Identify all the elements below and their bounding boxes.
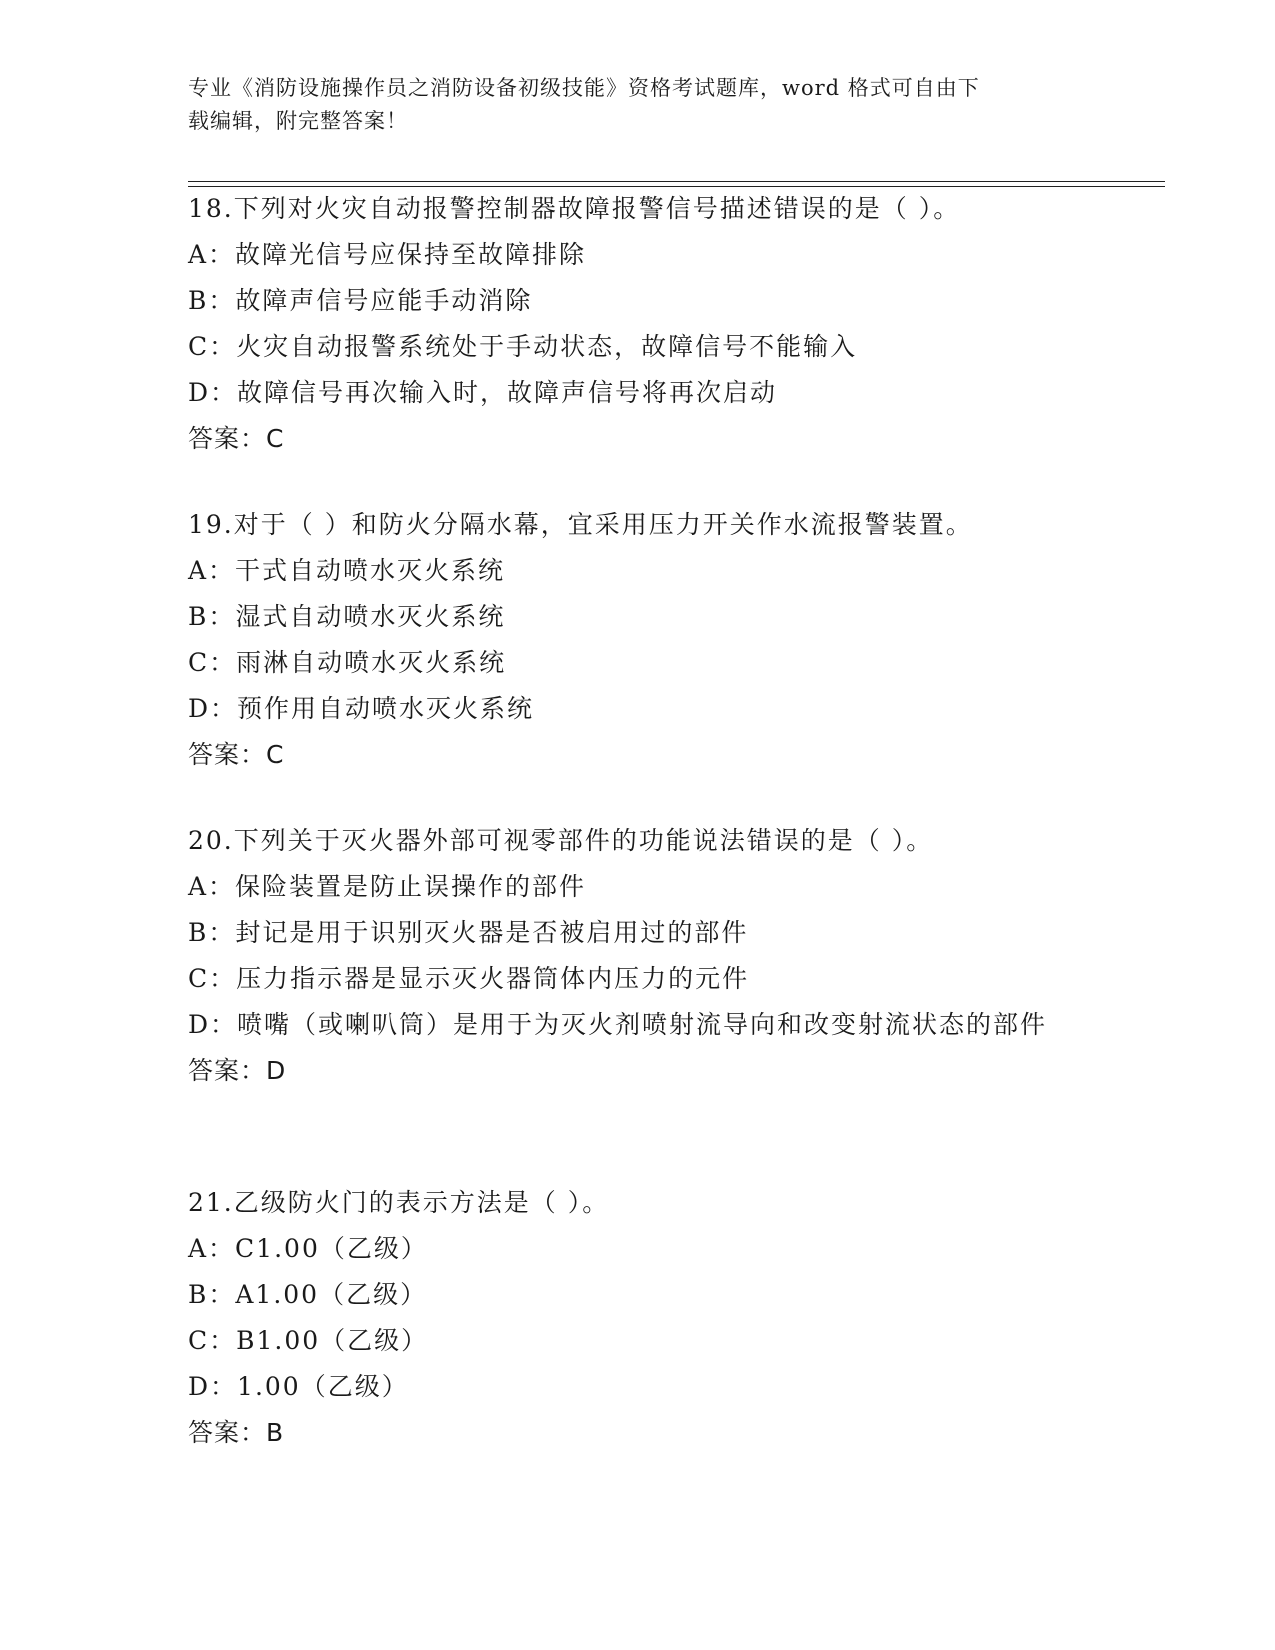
question-18 [188, 186, 1088, 462]
option-c: C：压力指示器是显示灭火器筒体内压力的元件 [188, 964, 750, 993]
option-d: D：故障信号再次输入时，故障声信号将再次启动 [188, 378, 778, 407]
option-a: A：故障光信号应保持至故障排除 [188, 240, 587, 269]
question-stem: 21.乙级防火门的表示方法是（ ）。 [188, 1188, 610, 1217]
question-stem: 19.对于（ ）和防火分隔水幕，宜采用压力开关作水流报警装置。 [188, 510, 973, 539]
document-header [188, 72, 1088, 138]
answer: 答案：D [188, 1056, 287, 1085]
question-stem: 18.下列对火灾自动报警控制器故障报警信号描述错误的是（ ）。 [188, 194, 961, 223]
header-line-2: 载编辑，附完整答案！ [188, 109, 408, 133]
answer: 答案：C [188, 424, 285, 453]
option-a: A：干式自动喷水灭火系统 [188, 556, 506, 585]
option-a: A：C1.00（乙级） [188, 1234, 428, 1263]
option-b: B：A1.00（乙级） [188, 1280, 428, 1309]
question-19 [188, 502, 1088, 778]
option-d: D：1.00（乙级） [188, 1372, 409, 1401]
header-divider-top [188, 181, 1165, 182]
question-stem: 20.下列关于灭火器外部可视零部件的功能说法错误的是（ ）。 [188, 826, 934, 855]
option-d: D：喷嘴（或喇叭筒）是用于为灭火剂喷射流导向和改变射流状态的部件 [188, 1010, 1048, 1039]
option-b: B：封记是用于识别灭火器是否被启用过的部件 [188, 918, 749, 947]
header-line-1: 专业《消防设施操作员之消防设备初级技能》资格考试题库，word 格式可自由下 [188, 76, 980, 100]
question-20 [188, 818, 1088, 1094]
option-c: C：B1.00（乙级） [188, 1326, 429, 1355]
option-b: B：故障声信号应能手动消除 [188, 286, 533, 315]
option-d: D：预作用自动喷水灭火系统 [188, 694, 535, 723]
question-21 [188, 1180, 1088, 1456]
option-c: C：火灾自动报警系统处于手动状态，故障信号不能输入 [188, 332, 858, 361]
answer: 答案：C [188, 740, 285, 769]
option-b: B：湿式自动喷水灭火系统 [188, 602, 506, 631]
option-c: C：雨淋自动喷水灭火系统 [188, 648, 507, 677]
answer: 答案：B [188, 1418, 285, 1447]
option-a: A：保险装置是防止误操作的部件 [188, 872, 587, 901]
